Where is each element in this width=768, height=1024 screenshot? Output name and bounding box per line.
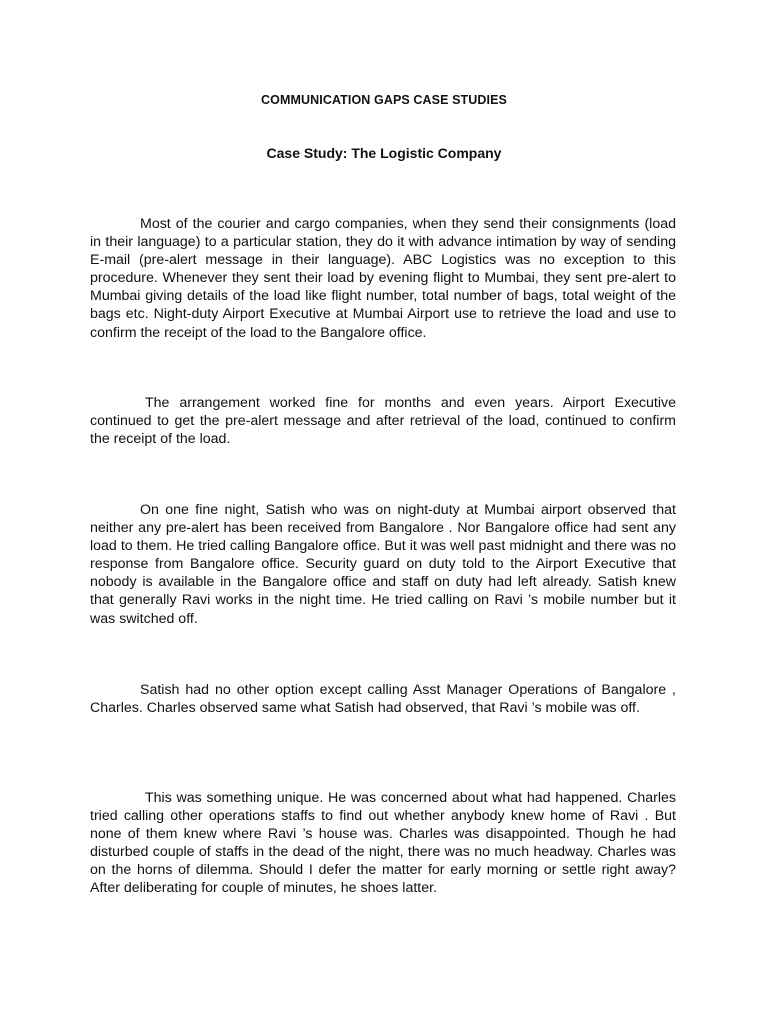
paragraph-arrangement: The arrangement worked fine for months and even years. Airport Executive continued to get the pre-alert message and after retrieval of the load, continued to confirm the receipt of the load. <box>90 395 676 448</box>
paragraph-courier-procedure: Most of the courier and cargo companies, when they send their consignments (load in their language) to a particular station, they do it with advance intimation by way of sending E-mail (pre-alert message in their language). ABC Logistics was no exception to this procedure. Whenever they sent their load by evening flight to Mumbai, they sent pre-alert to Mumbai giving details of the load like flight number, total number of bags, total weight of the bags etc. Night-duty Airport Executive at Mumbai Airport use to retrieve the load and use to confirm the receipt of the load to the Bangalore office. <box>90 216 676 341</box>
case-study-title: Case Study: The Logistic Company <box>266 145 502 161</box>
document-title: COMMUNICATION GAPS CASE STUDIES <box>261 93 507 107</box>
paragraph-charles-call: Satish had no other option except calling Asst Manager Operations of Bangalore , Charles. Charles observed same what Satish had observed, that Ravi ’s mobile was off. <box>90 682 676 717</box>
paragraph-satish-night: On one fine night, Satish who was on night-duty at Mumbai airport observed that neither any pre-alert has been received from Bangalore . Nor Bangalore office had sent any load to them. He tried calling Bangalore office. But it was well past midnight and there was no response from Bangalore office. Security guard on duty told to the Airport Executive that nobody is available in the Bangalore office and staff on duty had left already. Satish knew that generally Ravi works in the night time. He tried calling on Ravi ’s mobile number but it was switched off. <box>90 502 676 627</box>
paragraph-dilemma: This was something unique. He was concerned about what had happened. Charles tried calling other operations staffs to find out whether anybody knew home of Ravi . But none of them knew where Ravi ’s house was. Charles was disappointed. Though he had disturbed couple of staffs in the dead of the night, there was no much headway. Charles was on the horns of dilemma. Should I defer the matter for early morning or settle right away? After deliberating for couple of minutes, he shoes latter. <box>90 790 676 897</box>
